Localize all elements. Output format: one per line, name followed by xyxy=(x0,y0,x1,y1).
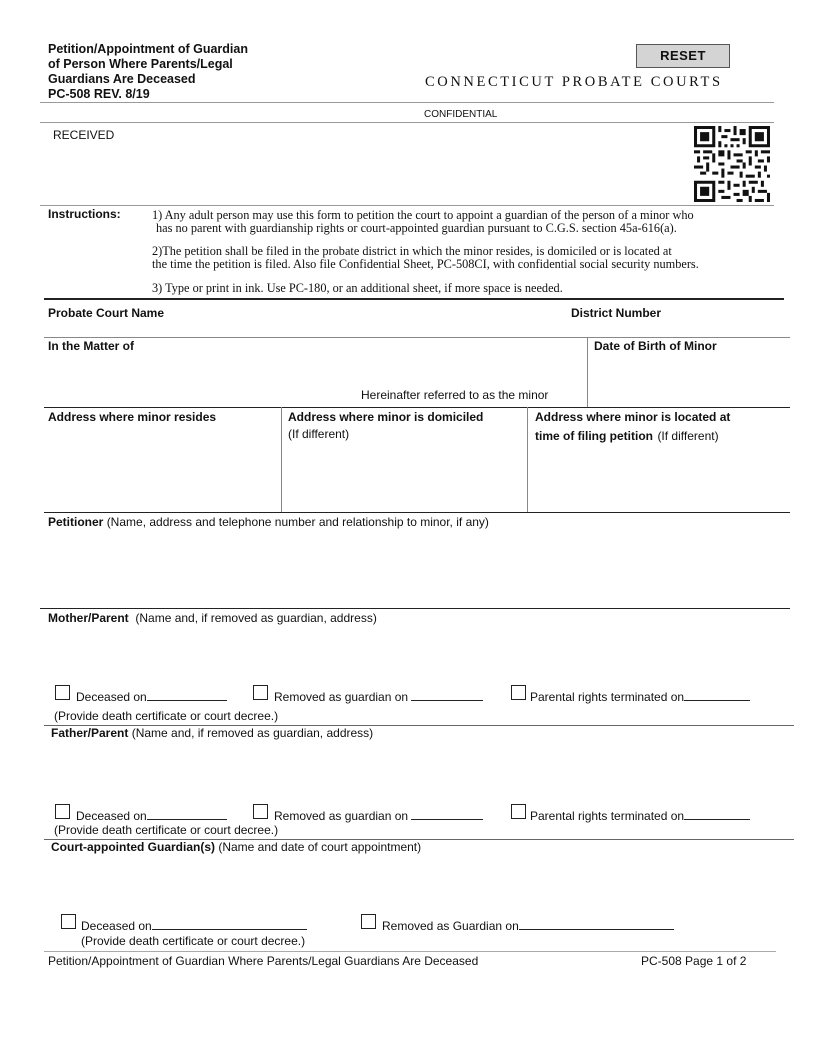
address-resides-label: Address where minor resides xyxy=(48,410,217,424)
address-located-title-2: time of filing petition xyxy=(535,429,653,443)
father-removed-label: Removed as guardian on xyxy=(274,809,409,823)
mother-terminated-checkbox[interactable] xyxy=(511,685,526,700)
divider xyxy=(40,608,790,609)
address-located-title: Address where minor is located at xyxy=(535,410,731,424)
father-field[interactable] xyxy=(44,744,784,798)
mother-deceased-date-field[interactable] xyxy=(147,689,227,701)
father-terminated-row xyxy=(530,808,750,823)
mother-deceased-row xyxy=(76,689,227,704)
petitioner-field[interactable] xyxy=(44,532,784,604)
instruction-text: the time the petition is filed. Also file Confidential Sheet, PC-508CI, with confidential social security numbers. xyxy=(152,257,699,271)
qr-code xyxy=(694,126,770,202)
mother-deceased-label: Deceased on xyxy=(76,690,147,704)
address-domiciled-label xyxy=(288,410,483,441)
divider xyxy=(44,337,790,338)
father-removed-row xyxy=(274,808,483,823)
dob-label: Date of Birth of Minor xyxy=(594,339,717,353)
petitioner-label: Petitioner xyxy=(48,515,104,529)
mother-deceased-checkbox[interactable] xyxy=(55,685,70,700)
guardian-deceased-label: Deceased on xyxy=(81,919,152,933)
confidential-label: CONFIDENTIAL xyxy=(424,109,498,120)
instruction-1 xyxy=(152,209,792,235)
address-domiciled-field[interactable] xyxy=(284,444,524,508)
father-removed-checkbox[interactable] xyxy=(253,804,268,819)
father-terminated-label: Parental rights terminated on xyxy=(530,809,685,823)
address-located-line2 xyxy=(535,427,730,445)
minor-name-field[interactable] xyxy=(44,354,584,384)
address-domiciled-note: (If different) xyxy=(288,427,350,441)
guardian-removed-date-field[interactable] xyxy=(519,918,674,930)
father-terminated-date-field[interactable] xyxy=(684,808,750,820)
footer-form-title: Petition/Appointment of Guardian Where Parents/Legal Guardians Are Deceased xyxy=(48,954,479,968)
guardian-field[interactable] xyxy=(44,858,784,910)
mother-field[interactable] xyxy=(44,628,784,680)
mother-label: Mother/Parent xyxy=(48,611,129,625)
mother-heading xyxy=(48,611,377,625)
divider xyxy=(40,205,774,206)
instruction-text: 1) Any adult person may use this form to petition the court to appoint a guardian of the person of a minor who xyxy=(152,208,694,222)
father-proof-note: (Provide death certificate or court decree.) xyxy=(54,823,279,837)
court-name-heading: CONNECTICUT PROBATE COURTS xyxy=(425,74,723,90)
form-title-line: of Person Where Parents/Legal xyxy=(48,57,233,71)
district-number-label: District Number xyxy=(571,306,662,320)
divider xyxy=(44,407,790,408)
divider xyxy=(40,122,774,123)
divider xyxy=(44,298,784,300)
guardian-removed-label: Removed as Guardian on xyxy=(382,919,519,933)
dob-field[interactable] xyxy=(591,354,786,404)
guardian-removed-row xyxy=(382,918,674,933)
petitioner-heading xyxy=(48,515,489,529)
mother-removed-row xyxy=(274,689,483,704)
instructions-label: Instructions: xyxy=(48,207,121,221)
address-located-note: (If different) xyxy=(657,429,719,443)
guardian-heading xyxy=(51,840,421,854)
address-domiciled-title: Address where minor is domiciled xyxy=(288,410,484,424)
father-deceased-checkbox[interactable] xyxy=(55,804,70,819)
probate-court-name-field[interactable] xyxy=(44,320,564,336)
father-heading xyxy=(51,726,373,740)
father-removed-date-field[interactable] xyxy=(411,808,483,820)
instruction-3 xyxy=(152,282,792,295)
mother-terminated-row xyxy=(530,689,750,704)
mother-removed-label: Removed as guardian on xyxy=(274,690,409,704)
form-title-line: Petition/Appointment of Guardian xyxy=(48,42,248,56)
divider xyxy=(44,512,790,513)
mother-note: (Name and, if removed as guardian, address) xyxy=(135,611,377,625)
form-title-line: Guardians Are Deceased xyxy=(48,72,196,86)
guardian-removed-checkbox[interactable] xyxy=(361,914,376,929)
father-label: Father/Parent xyxy=(51,726,129,740)
address-resides-field[interactable] xyxy=(44,428,278,508)
guardian-label: Court-appointed Guardian(s) xyxy=(51,840,215,854)
guardian-proof-note: (Provide death certificate or court decree.) xyxy=(81,934,306,948)
footer-page-number: PC-508 Page 1 of 2 xyxy=(641,954,747,968)
probate-court-name-label: Probate Court Name xyxy=(48,306,165,320)
father-deceased-row xyxy=(76,808,227,823)
reset-button[interactable]: RESET xyxy=(636,44,730,68)
divider xyxy=(527,407,528,512)
instruction-text: 2)The petition shall be filed in the probate district in which the minor resides, is domiciled or is located at xyxy=(152,244,672,258)
address-located-field[interactable] xyxy=(530,444,788,508)
divider xyxy=(587,337,588,407)
mother-removed-checkbox[interactable] xyxy=(253,685,268,700)
divider xyxy=(40,102,774,103)
guardian-deceased-checkbox[interactable] xyxy=(61,914,76,929)
father-terminated-checkbox[interactable] xyxy=(511,804,526,819)
instruction-2 xyxy=(152,245,792,271)
form-title xyxy=(48,42,248,102)
father-deceased-label: Deceased on xyxy=(76,809,147,823)
divider xyxy=(44,951,776,952)
received-label: RECEIVED xyxy=(53,128,115,142)
petitioner-note: (Name, address and telephone number and relationship to minor, if any) xyxy=(106,515,489,529)
father-deceased-date-field[interactable] xyxy=(147,808,227,820)
divider xyxy=(281,407,282,512)
guardian-deceased-row xyxy=(81,918,307,933)
father-note: (Name and, if removed as guardian, address) xyxy=(131,726,374,740)
form-number: PC-508 REV. 8/19 xyxy=(48,87,150,101)
mother-terminated-label: Parental rights terminated on xyxy=(530,690,685,704)
district-number-field[interactable] xyxy=(571,320,781,336)
matter-label: In the Matter of xyxy=(48,339,134,353)
guardian-deceased-date-field[interactable] xyxy=(152,918,307,930)
hereinafter-text: Hereinafter referred to as the minor xyxy=(361,388,549,402)
mother-removed-date-field[interactable] xyxy=(411,689,483,701)
guardian-note: (Name and date of court appointment) xyxy=(218,840,422,854)
instruction-text: has no parent with guardianship rights or court-appointed guardian pursuant to C.G.S. section 45a-616(a). xyxy=(156,221,677,235)
address-located-label xyxy=(535,410,730,445)
mother-proof-note: (Provide death certificate or court decree.) xyxy=(54,709,279,723)
instruction-text: 3) Type or print in ink. Use PC-180, or an additional sheet, if more space is needed. xyxy=(152,281,563,295)
mother-terminated-date-field[interactable] xyxy=(684,689,750,701)
